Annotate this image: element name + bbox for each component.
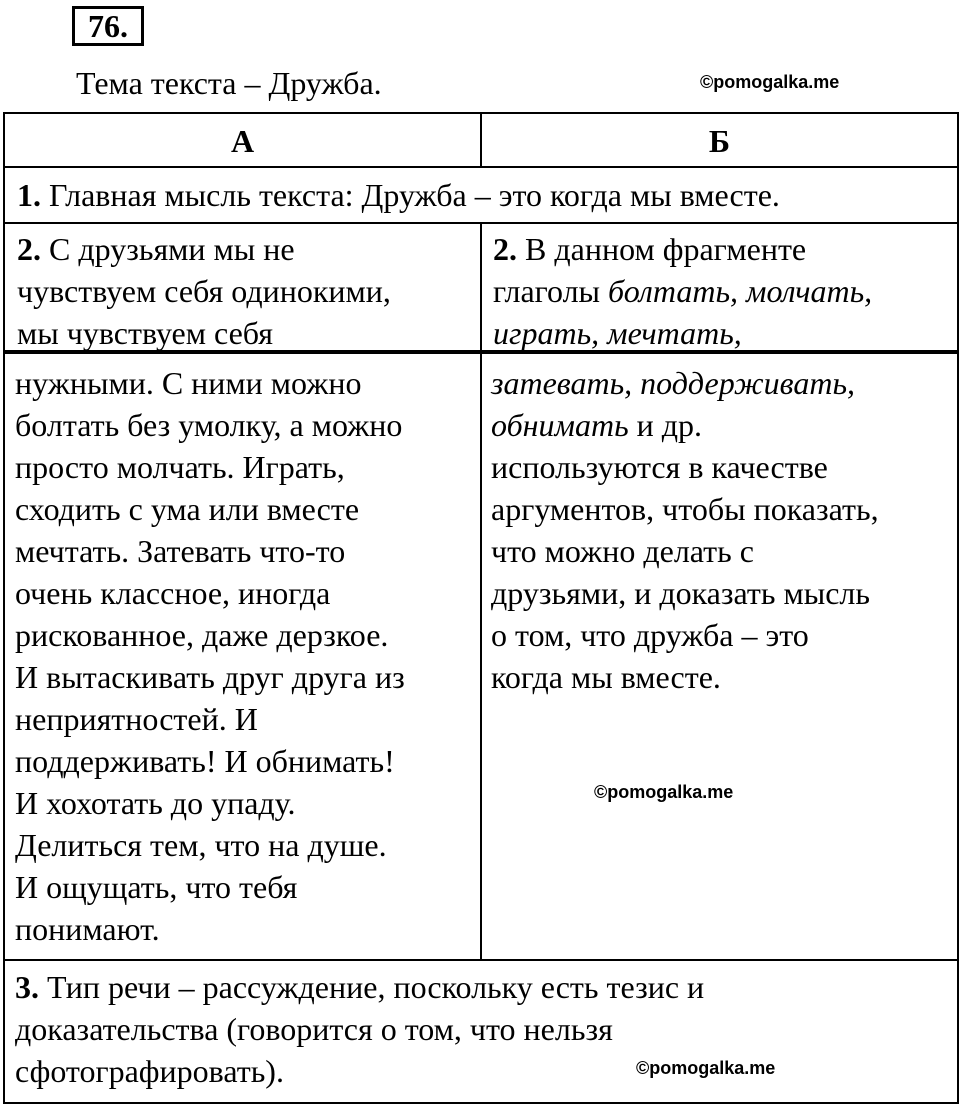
row3-a-line: И вытаскивать друг друга из [15,659,405,695]
row4-speech-type [15,966,704,1092]
row4-line: доказательства (говорится о том, что нельзя [15,1011,613,1047]
row4-number: 3. [15,969,39,1005]
row2-b-line: глаголы болтать, молчать, [493,273,873,309]
column-header-b: Б [708,123,731,159]
row3-a-line: рискованное, даже дерзкое. [15,617,389,653]
watermark-top: ©pomogalka.me [700,72,840,92]
column-divider [480,354,482,959]
row3-b-line: друзьями, и доказать мысль [491,575,870,611]
row3-b-line: используются в качестве [491,449,828,485]
row2-b-number: 2. [493,231,517,267]
row3-a-line: И хохотать до упаду. [15,785,296,821]
row4-line: сфотографировать). [15,1053,284,1089]
row2-a-line: мы чувствуем себя [17,315,273,351]
row-divider [5,959,957,961]
exercise-number: 76. [72,6,144,46]
analysis-table-bottom [3,352,959,1104]
row1-text: Главная мысль текста: Дружба – это когда мы вместе. [41,177,780,213]
column-divider [480,222,482,352]
row3-b-line: о том, что дружба – это [491,617,809,653]
row4-line: 3. Тип речи – рассуждение, поскольку есть тезис и [15,969,705,1005]
analysis-table-top [3,112,959,352]
row1-main-idea [17,174,780,216]
row3-a-line: понимают. [15,911,160,947]
row3-b-line: аргументов, чтобы показать, [491,491,879,527]
row3-a-line: сходить с ума или вместе [15,491,360,527]
row2-column-a [17,228,391,354]
row2-a-line: чувствуем себя одинокими, [17,273,391,309]
row3-a-line: мечтать. Затевать что-то [15,533,346,569]
topic-line: Тема текста – Дружба. [76,65,382,101]
row2-column-b [493,228,872,354]
row3-a-line: болтать без умолку, а можно [15,407,403,443]
row2-a-line: 2. С друзьями мы не [17,231,295,267]
row3-b-line: что можно делать с [491,533,754,569]
watermark-middle: ©pomogalka.me [594,782,734,802]
watermark-bottom: ©pomogalka.me [636,1058,776,1078]
row3-a-line: просто молчать. Играть, [15,449,345,485]
row3-a-line: нужными. С ними можно [15,365,362,401]
row3-column-b [491,362,879,698]
row3-a-line: поддерживать! И обнимать! [15,743,395,779]
row3-a-line: неприятностей. И [15,701,258,737]
column-header-a: А [230,123,255,159]
row3-b-line: обнимать и др. [491,407,703,443]
row1-number: 1. [17,177,41,213]
row3-a-line: очень классное, иногда [15,575,331,611]
row3-b-line: когда мы вместе. [491,659,721,695]
row3-a-line: И ощущать, что тебя [15,869,298,905]
row2-a-number: 2. [17,231,41,267]
row3-b-line: затевать, поддерживать, [491,365,855,401]
row-divider [5,166,957,168]
row3-column-a [15,362,405,950]
row2-b-line: 2. В данном фрагменте [493,231,807,267]
row3-a-line: Делиться тем, что на душе. [15,827,387,863]
row2-b-line: играть, мечтать, [493,315,742,351]
